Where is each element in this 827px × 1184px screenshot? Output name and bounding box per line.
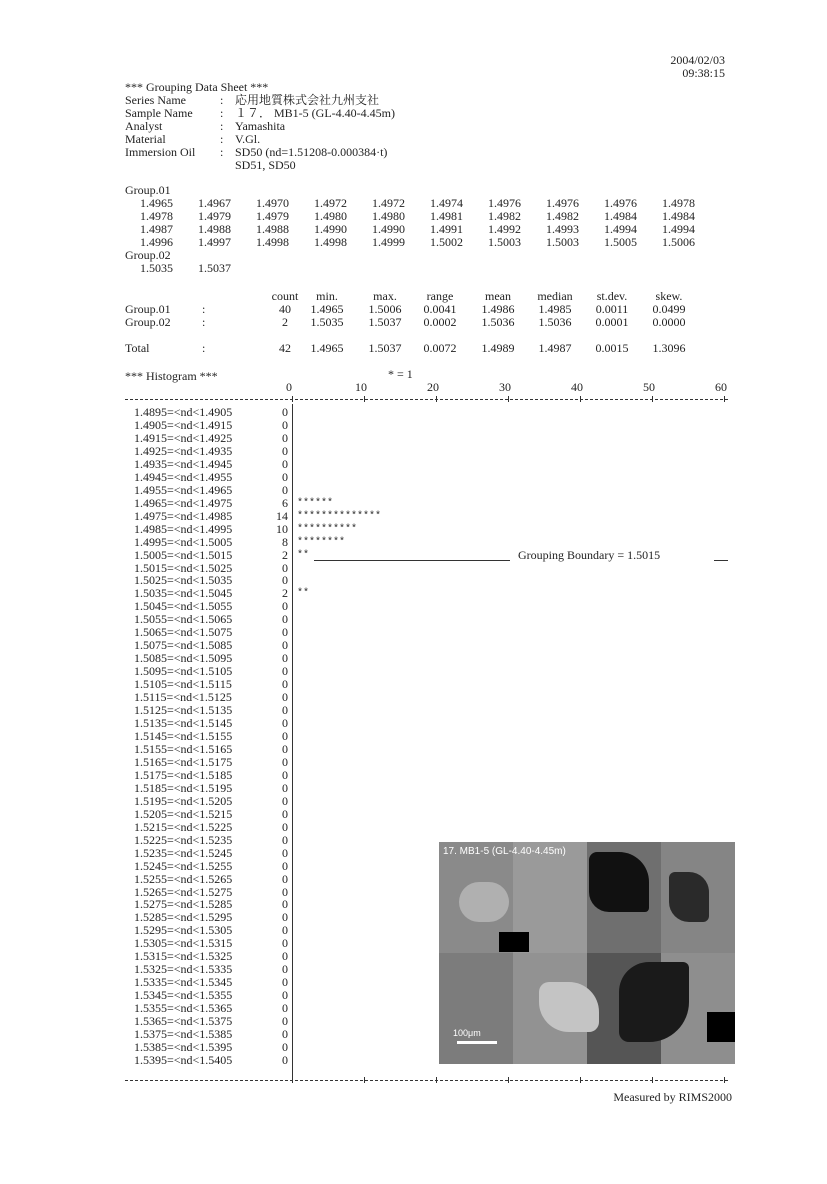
axis-tick-label: 50 [643, 380, 655, 394]
meta-key: Immersion Oil [125, 145, 196, 159]
histogram-bin-label: 1.5305=<nd<1.5315 [134, 936, 233, 950]
histogram-bin-count: 0 [282, 807, 288, 821]
histogram-bin-count: 0 [282, 405, 288, 419]
histogram-bin-label: 1.4945=<nd<1.4955 [134, 470, 233, 484]
group-value: 1.5003 [488, 235, 521, 249]
histogram-bin-label: 1.5125=<nd<1.5135 [134, 703, 233, 717]
metadata-block [125, 94, 625, 174]
axis-tick [580, 396, 581, 402]
meta-value: V.Gl. [235, 132, 261, 146]
histogram-axis-bottom [0, 1074, 827, 1086]
histogram-bin-count: 0 [282, 820, 288, 834]
group-value: 1.5003 [546, 235, 579, 249]
group-value: 1.4976 [546, 196, 579, 210]
histogram-bin-count: 0 [282, 872, 288, 886]
group-value: 1.4976 [488, 196, 521, 210]
histogram-bin-label: 1.5035=<nd<1.5045 [134, 586, 233, 600]
axis-tick [292, 1077, 293, 1083]
group-value: 1.4998 [314, 235, 347, 249]
axis-tick-label: 60 [715, 380, 727, 394]
histogram-bin-count: 0 [282, 625, 288, 639]
stats-cell: 0.0499 [652, 302, 686, 316]
group-value: 1.4998 [256, 235, 289, 249]
histogram-bin-count: 0 [282, 573, 288, 587]
meta-key: Material [125, 132, 166, 146]
sheet-title: *** Grouping Data Sheet *** [125, 80, 269, 94]
histogram-scale-note: * = 1 [388, 367, 413, 381]
group-value: 1.4967 [198, 196, 231, 210]
axis-tick [652, 1077, 653, 1083]
histogram-bin-label: 1.5295=<nd<1.5305 [134, 923, 233, 937]
histogram-bin-count: 0 [282, 651, 288, 665]
axis-tick [724, 1077, 725, 1083]
histogram-bin-count: 0 [282, 794, 288, 808]
stats-cell: 0.0015 [595, 341, 629, 355]
group-value: 1.4993 [546, 222, 579, 236]
group-value: 1.4987 [140, 222, 173, 236]
histogram-bin-label: 1.5325=<nd<1.5335 [134, 962, 233, 976]
stats-cell: 1.3096 [652, 341, 686, 355]
group-value: 1.5002 [430, 235, 463, 249]
group-value: 1.4978 [140, 209, 173, 223]
histogram-bin-label: 1.5205=<nd<1.5215 [134, 807, 233, 821]
axis-tick [436, 1077, 437, 1083]
stats-header: mean [485, 289, 511, 303]
histogram-bin-count: 6 [282, 496, 288, 510]
meta-sep: : [220, 145, 224, 159]
histogram-bar: ****** [297, 498, 334, 509]
stats-cell: 0.0000 [652, 315, 686, 329]
stats-cell: 1.4987 [538, 341, 572, 355]
stats-cell: 0.0002 [423, 315, 457, 329]
histogram-bin-count: 0 [282, 923, 288, 937]
stats-header: st.dev. [596, 289, 628, 303]
histogram-bin-label: 1.5285=<nd<1.5295 [134, 910, 233, 924]
glass-micrograph [439, 842, 735, 1064]
meta-key: Series Name [125, 93, 186, 107]
meta-sep: : [220, 106, 224, 120]
histogram-bin-count: 0 [282, 768, 288, 782]
histogram-bin-count: 0 [282, 561, 288, 575]
group-value: 1.4974 [430, 196, 463, 210]
stats-cell: 1.4986 [481, 302, 515, 316]
histogram-bin-count: 0 [282, 470, 288, 484]
histogram-bin-count: 0 [282, 664, 288, 678]
group-value: 1.4994 [662, 222, 695, 236]
footer-measured-by: Measured by RIMS2000 [613, 1090, 732, 1104]
axis-tick [724, 396, 725, 402]
histogram-bin-count: 0 [282, 988, 288, 1002]
axis-tick-label: 10 [355, 380, 367, 394]
histogram-bin-count: 0 [282, 859, 288, 873]
histogram-bin-label: 1.5215=<nd<1.5225 [134, 820, 233, 834]
meta-value: １７． MB1-5 (GL-4.40-4.45m) [235, 106, 395, 120]
group-value: 1.4982 [546, 209, 579, 223]
histogram-bin-label: 1.5025=<nd<1.5035 [134, 573, 233, 587]
histogram-axis-top [0, 381, 827, 407]
histogram-bin-count: 0 [282, 781, 288, 795]
histogram-bin-label: 1.4935=<nd<1.4945 [134, 457, 233, 471]
group-value: 1.4965 [140, 196, 173, 210]
histogram-bin-label: 1.5055=<nd<1.5065 [134, 612, 233, 626]
stats-row-sep: : [202, 302, 206, 316]
histogram-bin-label: 1.5115=<nd<1.5125 [134, 690, 232, 704]
histogram-bin-label: 1.5165=<nd<1.5175 [134, 755, 233, 769]
histogram-bin-label: 1.5265=<nd<1.5275 [134, 885, 233, 899]
micrograph-caption: 17. MB1-5 (GL-4.40-4.45m) [443, 846, 566, 857]
histogram-bin-label: 1.5065=<nd<1.5075 [134, 625, 233, 639]
axis-tick [364, 1077, 365, 1083]
histogram-bin-label: 1.5195=<nd<1.5205 [134, 794, 233, 808]
histogram-bin-label: 1.5045=<nd<1.5055 [134, 599, 233, 613]
histogram-bin-label: 1.4955=<nd<1.4965 [134, 483, 233, 497]
group-value: 1.4979 [198, 209, 231, 223]
stats-cell: 40 [279, 302, 291, 316]
histogram-bin-label: 1.5245=<nd<1.5255 [134, 859, 233, 873]
stats-cell: 1.4989 [481, 341, 515, 355]
histogram-bin-count: 10 [276, 522, 288, 536]
group-value: 1.4999 [372, 235, 405, 249]
group-value: 1.4996 [140, 235, 173, 249]
histogram-bin-label: 1.5015=<nd<1.5025 [134, 561, 233, 575]
histogram-bin-label: 1.5085=<nd<1.5095 [134, 651, 233, 665]
histogram-bin-count: 0 [282, 962, 288, 976]
group-label: Group.01 [125, 183, 171, 197]
group-value: 1.4990 [314, 222, 347, 236]
histogram-bin-count: 0 [282, 1001, 288, 1015]
report-time: 09:38:15 [682, 66, 725, 80]
meta-sep: : [220, 93, 224, 107]
histogram-bin-label: 1.5255=<nd<1.5265 [134, 872, 233, 886]
stats-row-sep: : [202, 315, 206, 329]
histogram-bin-count: 0 [282, 1014, 288, 1028]
group-value: 1.4984 [604, 209, 637, 223]
histogram-bin-count: 0 [282, 846, 288, 860]
histogram-bin-count: 0 [282, 431, 288, 445]
axis-tick [292, 396, 293, 402]
histogram-bin-label: 1.4965=<nd<1.4975 [134, 496, 233, 510]
histogram-bin-label: 1.5175=<nd<1.5185 [134, 768, 233, 782]
group-value: 1.4970 [256, 196, 289, 210]
axis-tick [508, 396, 509, 402]
stats-cell: 1.5006 [368, 302, 402, 316]
grouping-boundary-line [314, 560, 510, 561]
axis-tick [436, 396, 437, 402]
histogram-bin-label: 1.5075=<nd<1.5085 [134, 638, 233, 652]
histogram-bin-label: 1.5335=<nd<1.5345 [134, 975, 233, 989]
histogram-title: *** Histogram *** [125, 369, 218, 383]
axis-tick [364, 396, 365, 402]
histogram-bin-count: 0 [282, 418, 288, 432]
histogram-bin-label: 1.5135=<nd<1.5145 [134, 716, 233, 730]
group-value: 1.4982 [488, 209, 521, 223]
meta-value: 応用地質株式会社九州支社 [235, 93, 380, 107]
histogram-bin-label: 1.5235=<nd<1.5245 [134, 846, 233, 860]
histogram-bin-label: 1.5005=<nd<1.5015 [134, 548, 233, 562]
meta-value: SD50 (nd=1.51208-0.000384·t) [235, 145, 388, 159]
histogram-bin-count: 0 [282, 949, 288, 963]
meta-value: SD51, SD50 [235, 158, 296, 172]
group-value: 1.4988 [198, 222, 231, 236]
group-value: 1.5035 [140, 261, 173, 275]
stats-cell: 42 [279, 341, 291, 355]
histogram-bin-label: 1.5145=<nd<1.5155 [134, 729, 233, 743]
axis-tick-label: 0 [286, 380, 292, 394]
histogram-bin-count: 0 [282, 677, 288, 691]
histogram-bin-count: 0 [282, 833, 288, 847]
group-value: 1.4994 [604, 222, 637, 236]
stats-cell: 1.5035 [310, 315, 344, 329]
stats-header: range [426, 289, 454, 303]
grouping-boundary-label: Grouping Boundary = 1.5015 [518, 548, 661, 562]
meta-value: Yamashita [235, 119, 286, 133]
stats-cell: 2 [282, 315, 288, 329]
histogram-bin-count: 0 [282, 1040, 288, 1054]
group-value: 1.4972 [372, 196, 405, 210]
histogram-bar: ** [297, 550, 310, 561]
group-value: 1.4997 [198, 235, 231, 249]
histogram-bin-label: 1.5155=<nd<1.5165 [134, 742, 233, 756]
group-value: 1.5005 [604, 235, 637, 249]
stats-cell: 0.0041 [423, 302, 457, 316]
histogram-bin-count: 8 [282, 535, 288, 549]
meta-sep: : [220, 119, 224, 133]
histogram-bin-count: 0 [282, 885, 288, 899]
stats-header: min. [316, 289, 338, 303]
histogram-bin-label: 1.5375=<nd<1.5385 [134, 1027, 233, 1041]
scale-bar-label: 100μm [453, 1028, 481, 1038]
histogram-bin-count: 0 [282, 483, 288, 497]
group-value: 1.4988 [256, 222, 289, 236]
histogram-bin-count: 0 [282, 936, 288, 950]
axis-rule [125, 1080, 728, 1081]
group-value: 1.4980 [372, 209, 405, 223]
histogram-bin-label: 1.4905=<nd<1.4915 [134, 418, 233, 432]
histogram-bin-count: 0 [282, 1053, 288, 1067]
axis-tick [580, 1077, 581, 1083]
meta-key: Analyst [125, 119, 163, 133]
stats-row-label: Group.01 [125, 302, 171, 316]
stats-row-sep: : [202, 341, 206, 355]
histogram-bin-label: 1.4925=<nd<1.4935 [134, 444, 233, 458]
histogram-bin-count: 0 [282, 742, 288, 756]
stats-header: skew. [655, 289, 683, 303]
histogram-bin-label: 1.5345=<nd<1.5355 [134, 988, 233, 1002]
histogram-bin-label: 1.5185=<nd<1.5195 [134, 781, 233, 795]
histogram-bin-count: 0 [282, 1027, 288, 1041]
histogram-bin-count: 0 [282, 729, 288, 743]
histogram-bin-label: 1.5105=<nd<1.5115 [134, 677, 232, 691]
histogram-bin-label: 1.5395=<nd<1.5405 [134, 1053, 233, 1067]
stats-cell: 1.5037 [368, 341, 402, 355]
stats-cell: 0.0072 [423, 341, 457, 355]
group-value: 1.5006 [662, 235, 695, 249]
histogram-bin-count: 0 [282, 703, 288, 717]
histogram-bin-label: 1.4915=<nd<1.4925 [134, 431, 233, 445]
histogram-bin-label: 1.5095=<nd<1.5105 [134, 664, 233, 678]
group-value: 1.4976 [604, 196, 637, 210]
histogram-bin-label: 1.5365=<nd<1.5375 [134, 1014, 233, 1028]
stats-cell: 1.4965 [310, 341, 344, 355]
group-label: Group.02 [125, 248, 171, 262]
meta-key: Sample Name [125, 106, 193, 120]
histogram-bin-count: 14 [276, 509, 288, 523]
histogram-bin-label: 1.5355=<nd<1.5365 [134, 1001, 233, 1015]
report-date: 2004/02/03 [670, 53, 725, 67]
stats-row-label: Group.02 [125, 315, 171, 329]
group-value: 1.4972 [314, 196, 347, 210]
histogram-bin-label: 1.4985=<nd<1.4995 [134, 522, 233, 536]
stats-header: max. [373, 289, 397, 303]
group-value: 1.4978 [662, 196, 695, 210]
histogram-bar: ******** [297, 537, 346, 548]
histogram-bin-count: 0 [282, 897, 288, 911]
axis-tick [652, 396, 653, 402]
histogram-bar: ** [297, 588, 310, 599]
group-value: 1.5037 [198, 261, 231, 275]
stats-cell: 0.0001 [595, 315, 629, 329]
group-value: 1.4990 [372, 222, 405, 236]
group-value: 1.4992 [488, 222, 521, 236]
stats-cell: 1.5036 [481, 315, 515, 329]
histogram-bin-count: 0 [282, 690, 288, 704]
group-value: 1.4979 [256, 209, 289, 223]
histogram-bin-label: 1.4975=<nd<1.4985 [134, 509, 233, 523]
stats-row-label: Total [125, 341, 150, 355]
group-value: 1.4991 [430, 222, 463, 236]
stats-cell: 1.4965 [310, 302, 344, 316]
histogram-bin-count: 0 [282, 457, 288, 471]
histogram-bar: ************** [297, 511, 382, 522]
histogram-bin-count: 0 [282, 599, 288, 613]
scale-bar [457, 1041, 497, 1044]
group-value: 1.4981 [430, 209, 463, 223]
grouping-boundary-tail [714, 560, 728, 561]
histogram-bin-label: 1.4995=<nd<1.5005 [134, 535, 233, 549]
group-values [125, 184, 745, 274]
stats-table [125, 290, 745, 360]
histogram-bin-count: 0 [282, 910, 288, 924]
axis-tick-label: 40 [571, 380, 583, 394]
histogram-bar: ********** [297, 524, 358, 535]
histogram-bin-label: 1.4895=<nd<1.4905 [134, 405, 233, 419]
stats-header: count [271, 289, 299, 303]
histogram-bin-label: 1.5275=<nd<1.5285 [134, 897, 233, 911]
stats-cell: 1.5037 [368, 315, 402, 329]
histogram-bin-label: 1.5315=<nd<1.5325 [134, 949, 233, 963]
stats-cell: 0.0011 [595, 302, 629, 316]
histogram-bin-count: 2 [282, 586, 288, 600]
histogram-bin-count: 0 [282, 444, 288, 458]
axis-tick [508, 1077, 509, 1083]
histogram-bin-label: 1.5385=<nd<1.5395 [134, 1040, 233, 1054]
axis-tick-label: 30 [499, 380, 511, 394]
axis-tick-label: 20 [427, 380, 439, 394]
group-value: 1.4980 [314, 209, 347, 223]
stats-cell: 1.5036 [538, 315, 572, 329]
histogram-bin-count: 2 [282, 548, 288, 562]
histogram-bin-count: 0 [282, 716, 288, 730]
stats-cell: 1.4985 [538, 302, 572, 316]
histogram-bin-count: 0 [282, 975, 288, 989]
meta-sep: : [220, 132, 224, 146]
stats-header: median [537, 289, 573, 303]
histogram-bin-label: 1.5225=<nd<1.5235 [134, 833, 233, 847]
histogram-bin-count: 0 [282, 612, 288, 626]
histogram-bin-count: 0 [282, 638, 288, 652]
group-value: 1.4984 [662, 209, 695, 223]
histogram-bin-count: 0 [282, 755, 288, 769]
axis-rule [125, 399, 728, 400]
